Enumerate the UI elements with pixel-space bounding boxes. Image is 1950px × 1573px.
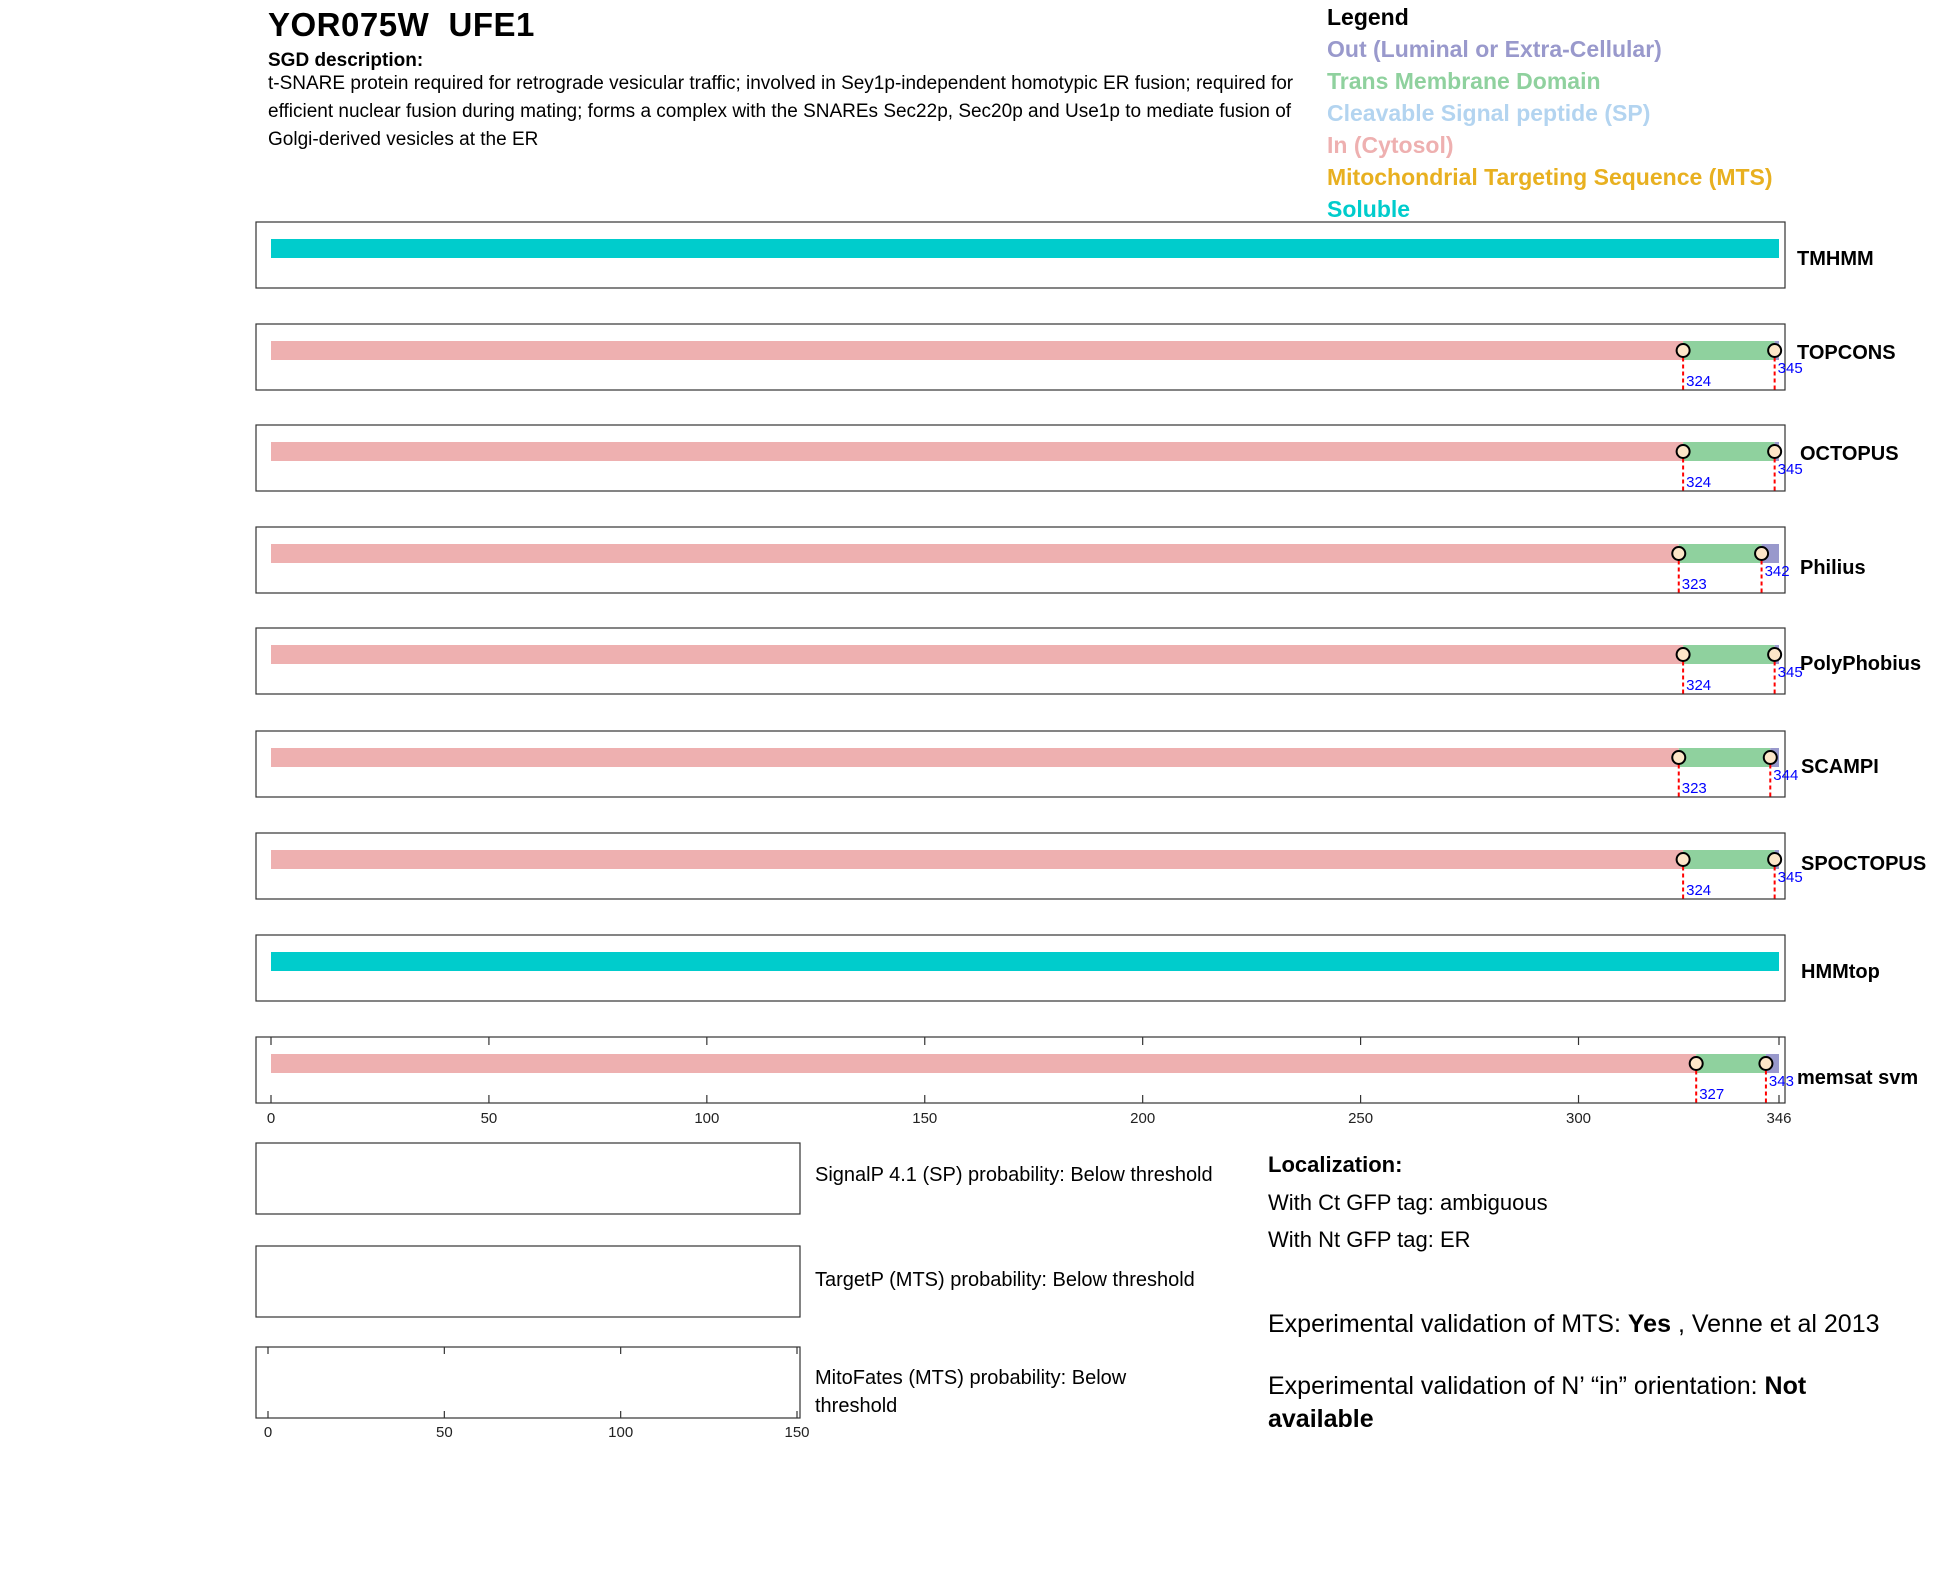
mts-validation-suffix: , Venne et al 2013 xyxy=(1671,1310,1880,1338)
localization-heading: Localization: xyxy=(1268,1152,1403,1177)
in-segment xyxy=(271,1054,1696,1073)
sgd-description-text: t-SNARE protein required for retrograde vesicular traffic; involved in Sey1p-independent homotypic ER fusion; required for efficient nuclear fusion during mating; forms a complex with the SNAREs Sec22p, Sec20p and Use1p to mediate fusion of Golgi-derived vesicles at the ER xyxy=(268,73,1294,150)
boundary-label: 323 xyxy=(1681,780,1707,797)
legend-title: Legend xyxy=(1327,4,1409,30)
boundary-label: 345 xyxy=(1777,461,1803,478)
boundary-label: 324 xyxy=(1686,882,1712,899)
boundary-marker xyxy=(1768,853,1781,866)
mts-validation-prefix: Experimental validation of MTS: xyxy=(1268,1310,1628,1338)
mts-validation xyxy=(1268,1310,1880,1339)
tm-segment xyxy=(1679,544,1762,563)
boundary-marker xyxy=(1768,648,1781,661)
prob-x-tick-label: 100 xyxy=(608,1424,634,1441)
x-tick-label: 250 xyxy=(1348,1110,1374,1127)
in-segment xyxy=(271,442,1683,461)
tm-segment xyxy=(1683,341,1775,360)
soluble-segment xyxy=(271,239,1779,258)
legend-item: Mitochondrial Targeting Sequence (MTS) xyxy=(1327,164,1773,190)
soluble-segment xyxy=(271,952,1779,971)
prob-x-tick-label: 0 xyxy=(263,1424,273,1441)
tm-segment xyxy=(1683,442,1775,461)
boundary-marker xyxy=(1764,751,1777,764)
prob-x-tick-label: 150 xyxy=(784,1424,810,1441)
probability-panel-label: MitoFates (MTS) probability: Below threshold xyxy=(815,1367,1127,1417)
x-tick-label: 300 xyxy=(1565,1110,1592,1127)
track-name: HMMtop xyxy=(1801,961,1880,983)
legend-item: Out (Luminal or Extra-Cellular) xyxy=(1327,36,1662,62)
n-in-validation-value: Not available xyxy=(1268,1372,1807,1433)
boundary-marker xyxy=(1677,445,1690,458)
track-name: PolyPhobius xyxy=(1800,653,1922,675)
sgd-description-heading: SGD description: xyxy=(268,50,424,71)
probability-panel-label: SignalP 4.1 (SP) probability: Below threshold xyxy=(815,1164,1213,1186)
probability-panel-frame xyxy=(256,1246,800,1317)
track-name: OCTOPUS xyxy=(1800,443,1899,465)
localization-ct: With Ct GFP tag: ambiguous xyxy=(1268,1190,1548,1215)
boundary-marker xyxy=(1768,445,1781,458)
boundary-label: 327 xyxy=(1699,1086,1725,1103)
boundary-label: 324 xyxy=(1686,474,1712,491)
track-name: SPOCTOPUS xyxy=(1801,853,1927,875)
localization-nt: With Nt GFP tag: ER xyxy=(1268,1227,1471,1252)
boundary-marker xyxy=(1677,853,1690,866)
tm-segment xyxy=(1683,850,1775,869)
boundary-label: 345 xyxy=(1777,360,1803,377)
x-tick-label: 150 xyxy=(912,1110,938,1127)
prob-x-tick-label: 50 xyxy=(435,1424,453,1441)
boundary-label: 345 xyxy=(1777,664,1803,681)
boundary-marker xyxy=(1672,547,1685,560)
boundary-marker xyxy=(1755,547,1768,560)
boundary-marker xyxy=(1677,648,1690,661)
boundary-label: 345 xyxy=(1777,869,1803,886)
probability-panel-frame xyxy=(256,1143,800,1214)
in-segment xyxy=(271,645,1683,664)
boundary-label: 323 xyxy=(1681,576,1707,593)
boundary-marker xyxy=(1759,1057,1772,1070)
in-segment xyxy=(271,544,1679,563)
boundary-label: 342 xyxy=(1764,563,1790,580)
boundary-label: 324 xyxy=(1686,373,1712,390)
in-segment xyxy=(271,341,1683,360)
page-title: YOR075W UFE1 xyxy=(268,6,535,43)
n-in-validation xyxy=(1268,1370,1908,1436)
boundary-marker xyxy=(1672,751,1685,764)
track-name: SCAMPI xyxy=(1801,756,1879,778)
boundary-label: 343 xyxy=(1768,1073,1794,1090)
x-tick-label: 346 xyxy=(1766,1110,1792,1127)
boundary-marker xyxy=(1768,344,1781,357)
track-name: Philius xyxy=(1800,557,1866,579)
x-tick-label: 200 xyxy=(1130,1110,1156,1127)
track-name: memsat svm xyxy=(1797,1067,1919,1089)
mts-validation-value: Yes xyxy=(1627,1310,1671,1338)
legend-item: Soluble xyxy=(1327,196,1411,222)
track-name: TOPCONS xyxy=(1797,342,1896,364)
n-in-validation-prefix: Experimental validation of N’ “in” orientation: xyxy=(1268,1372,1765,1400)
boundary-label: 344 xyxy=(1773,767,1799,784)
in-segment xyxy=(271,850,1683,869)
boundary-marker xyxy=(1677,344,1690,357)
tm-segment xyxy=(1696,1054,1766,1073)
boundary-marker xyxy=(1690,1057,1703,1070)
track-name: TMHMM xyxy=(1797,248,1874,270)
legend-item: Cleavable Signal peptide (SP) xyxy=(1327,100,1651,126)
x-tick-label: 0 xyxy=(266,1110,276,1127)
boundary-label: 324 xyxy=(1686,677,1712,694)
probability-panel-frame xyxy=(256,1347,800,1418)
x-tick-label: 100 xyxy=(694,1110,720,1127)
x-tick-label: 50 xyxy=(480,1110,498,1127)
tm-segment xyxy=(1679,748,1771,767)
legend-item: Trans Membrane Domain xyxy=(1327,68,1601,94)
legend-item: In (Cytosol) xyxy=(1327,132,1454,158)
in-segment xyxy=(271,748,1679,767)
probability-panel-label: TargetP (MTS) probability: Below threshold xyxy=(815,1269,1195,1291)
tm-segment xyxy=(1683,645,1775,664)
